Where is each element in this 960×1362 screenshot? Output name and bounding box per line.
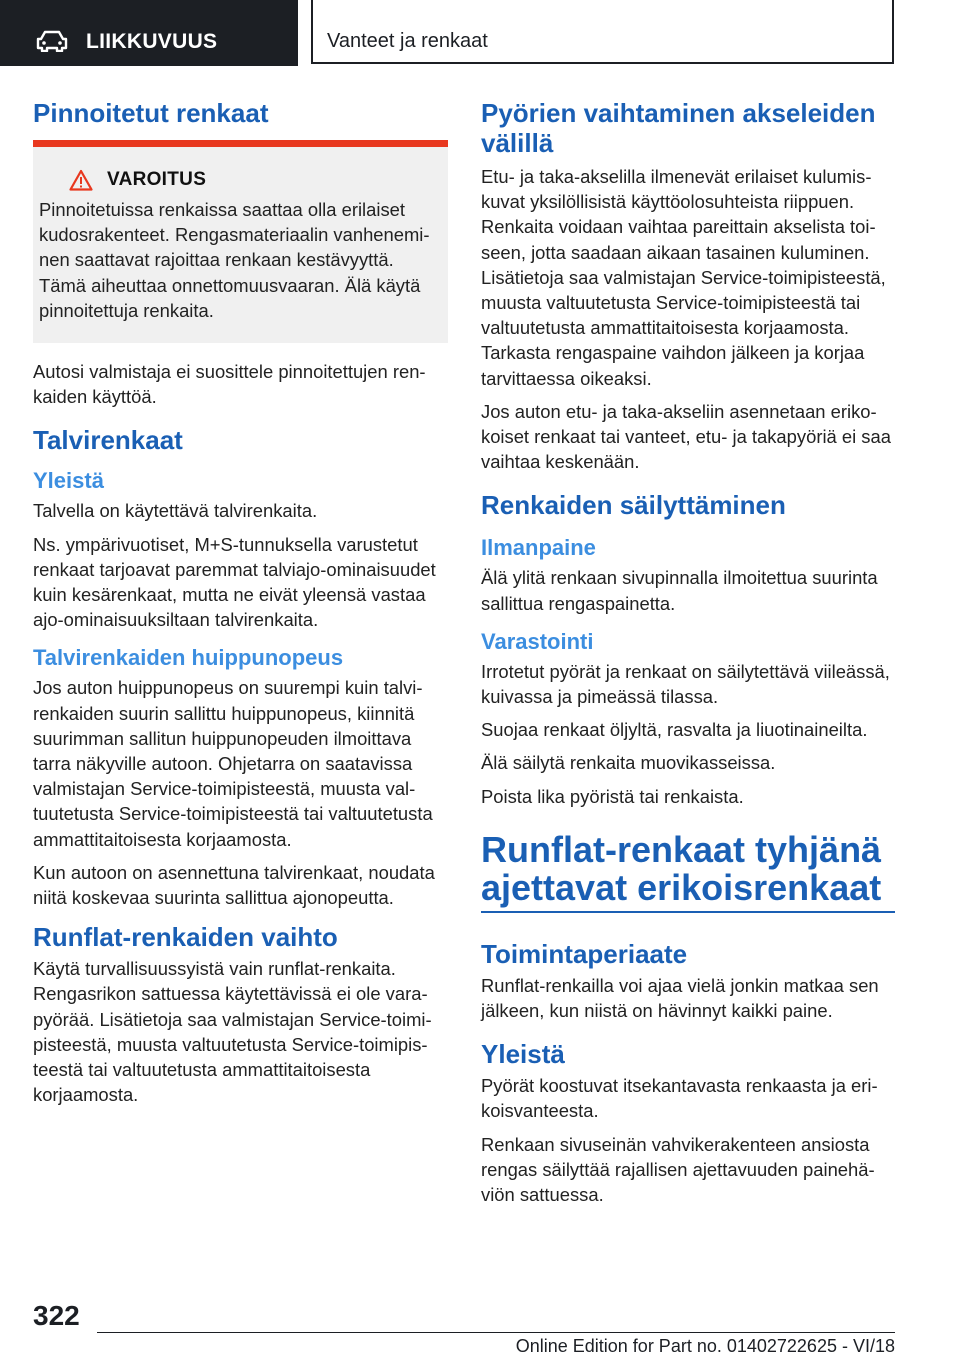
footer-divider <box>97 1332 895 1333</box>
paragraph-axle-2: Jos auton etu- ja taka-akseliin asennetaan erikokoiset renkaat tai vanteet, etu- ja takapyöriä ei saa vaihtaa keskenään. <box>481 400 891 473</box>
page-header <box>0 0 960 66</box>
paragraph-coated: Autosi valmistaja ei suosittele pinnoitettujen renkaiden käyttöä. <box>33 361 426 408</box>
heading-runflat-change: Runflat-renkaiden vaihto <box>33 922 338 953</box>
paragraph-storing-2: Suojaa renkaat öljyltä, rasvalta ja liuotinaineilta. <box>481 719 868 741</box>
heading-principle: Toimintaperiaate <box>481 938 688 969</box>
paragraph-storing-3: Älä säilytä renkaita muovikasseissa. <box>481 752 776 774</box>
warning-box <box>33 140 448 343</box>
subheading-top-speed: Talvirenkaiden huippunopeus <box>33 645 344 671</box>
heading-general-runflat: Yleistä <box>481 1039 565 1070</box>
warning-triangle-icon <box>69 169 93 191</box>
heading-tyre-storage: Renkaiden säilyttäminen <box>481 490 786 521</box>
paragraph-general-runflat-1: Pyörät koostuvat itsekantavasta renkaasta ja erikoisvanteesta. <box>481 1075 878 1122</box>
warning-text: Pinnoitetuissa renkaissa saattaa olla erilaiset kudosrakenteet. Rengasmateriaalin vanheneminen saattavat rajoittaa renkaan kestävyyttä. Tämä aiheuttaa onnettomuusvaaran. Älä käytä pinnoitettuja renkaita. <box>39 199 430 321</box>
paragraph-axle-1: Etu- ja taka-akselilla ilmenevät erilaiset kulumiskuvat yksilöllisistä käyttöolosuhteista riippuen. Renkaita voidaan vaihtaa pareittain akselista toiseen, jotta saadaan aikaan tasainen kuluminen. Lisätietoja saa valmistajan Service-toimipisteestä, muusta valtuutetusta Service-toimipisteestä tai valtuutetusta ammattitaitoisesta korjaamosta. Tarkasta rengaspaine vaihdon jälkeen ja korjaa tarvittaessa oikeaksi. <box>481 166 886 389</box>
paragraph-runflat: Käytä turvallisuussyistä vain runflat-renkaita. Rengasrikon sattuessa käytettävissä ei ole varapyörää. Lisätietoja saa valmistajan Service-toimipisteestä, muusta valtuutetusta Service-toimipisteestä tai valtuutetusta ammattitaitoisesta korjaamosta. <box>33 958 432 1106</box>
heading-axle-swap: Pyörien vaihtaminen akseleiden välillä <box>481 98 876 158</box>
heading-winter-tyres: Talvirenkaat <box>33 425 183 456</box>
car-icon <box>36 30 68 52</box>
footer-edition: Online Edition for Part no. 01402722625 - VI/18 <box>515 1336 895 1356</box>
paragraph-storing-1: Irrotetut pyörät ja renkaat on säilytettävä viileässä, kuivassa ja pimeässä tilassa. <box>481 660 890 708</box>
paragraph-storing-4: Poista lika pyöristä tai renkaista. <box>481 785 744 807</box>
chapter-heading-block <box>481 828 895 913</box>
paragraph-pressure: Älä ylitä renkaan sivupinnalla ilmoitettua suurinta sallittua rengaspainetta. <box>481 567 878 614</box>
paragraph-general-2: Ns. ympärivuotiset, M+S-tunnuksella varustetut renkaat tarjoavat paremmat talviajo-ominaisuudet kuin kesärenkaat, mutta ne eivät yleensä vastaa ajo-ominaisuuksiltaan talvirenkaita. <box>33 533 436 631</box>
section-tab <box>0 0 298 66</box>
chapter-title: Vanteet ja renkaat <box>327 30 488 52</box>
warning-title: VAROITUS <box>107 169 207 190</box>
chapter-heading-runflat: Runflat-renkaat tyhjänä ajettavat erikoisrenkaat <box>481 828 882 908</box>
page-number: 322 <box>33 1300 80 1331</box>
paragraph-general-runflat-2: Renkaan sivuseinän vahvikerakenteen ansiosta rengas säilyttää rajallisen ajettavuuden painehäviön sattuessa. <box>481 1133 875 1206</box>
paragraph-general-1: Talvella on käytettävä talvirenkaita. <box>33 500 318 522</box>
left-column <box>33 98 448 1115</box>
heading-coated-tyres: Pinnoitetut renkaat <box>33 98 269 128</box>
paragraph-speed-1: Jos auton huippunopeus on suurempi kuin talvirenkaiden suurin sallittu huippunopeus, kiinnitä suurimman sallitun huippunopeuden ilmoittava tarra näkyville autoon. Ohjetarra on saatavissa valmistajan Service-toimipisteestä, muusta valtuutetusta Service-toimipisteestä tai valtuutetusta ammattitaitoisesta korjaamosta. <box>33 677 433 850</box>
chapter-box <box>311 0 894 64</box>
subheading-pressure: Ilmanpaine <box>481 535 596 561</box>
right-column <box>481 98 895 1215</box>
paragraph-principle: Runflat-renkailla voi ajaa vielä jonkin matkaa sen jälkeen, kun niistä on hävinnyt kaikki paine. <box>481 974 879 1022</box>
section-title: LIIKKUVUUS <box>86 30 218 53</box>
subheading-general: Yleistä <box>33 468 104 494</box>
warning-header <box>69 169 440 191</box>
paragraph-speed-2: Kun autoon on asennettuna talvirenkaat, noudata niitä koskevaa suurinta sallittua ajonopeutta. <box>33 861 435 909</box>
subheading-storing: Varastointi <box>481 628 594 654</box>
